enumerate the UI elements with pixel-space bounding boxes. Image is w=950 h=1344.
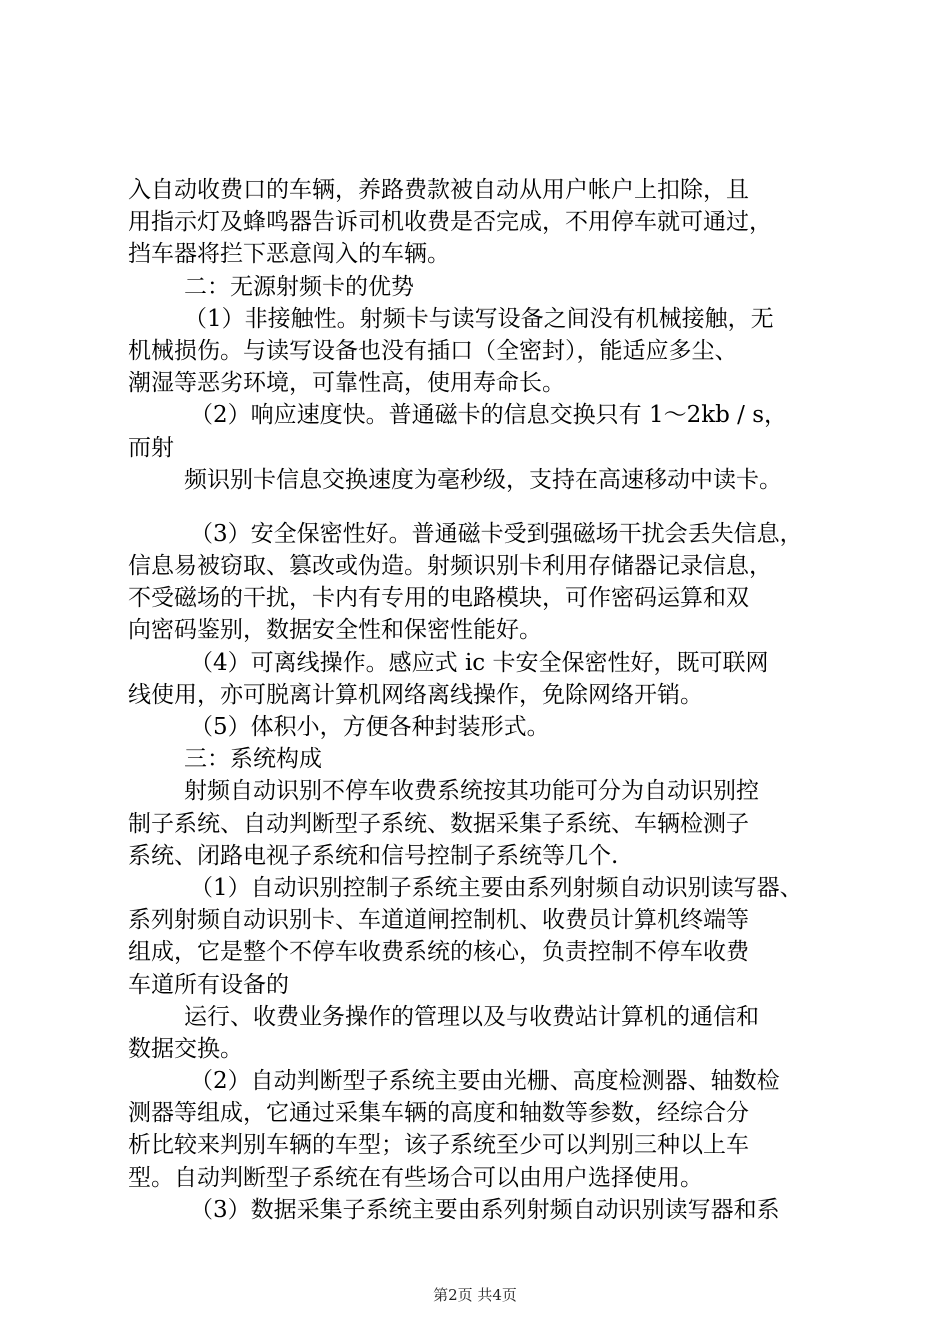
text-line: （2）自动判断型子系统主要由光栅、高度检测器、轴数检 [190,1068,780,1095]
text-line: 不受磁场的干扰，卡内有专用的电路模块，可作密码运算和双 [128,585,749,612]
text-line: （3）数据采集子系统主要由系列射频自动识别读写器和系 [190,1196,780,1223]
text-line: 运行、收费业务操作的管理以及与收费站计算机的通信和 [184,1003,759,1030]
text-line: （5）体积小，方便各种封装形式。 [190,714,550,740]
text-line: 用指示灯及蜂鸣器告诉司机收费是否完成，不用停车就可通过， [128,209,772,236]
text-line: 线使用，亦可脱离计算机网络离线操作，免除网络开销。 [128,681,703,708]
section-heading: 三：系统构成 [184,746,322,773]
text-line: 析比较来判别车辆的车型；该子系统至少可以判别三种以上车 [128,1132,749,1159]
text-line: 频识别卡信息交换速度为毫秒级，支持在高速移动中读卡。 [184,466,782,493]
text-line: 数据交换。 [128,1035,243,1062]
text-line: 挡车器将拦下恶意闯入的车辆。 [128,241,450,268]
section-heading: 二：无源射频卡的优势 [184,273,414,300]
text-line: （1）非接触性。射频卡与读写设备之间没有机械接触，无 [184,305,774,332]
text-line: 组成，它是整个不停车收费系统的核心，负责控制不停车收费 [128,939,749,966]
paragraph-gap [128,496,828,518]
text-line: 制子系统、自动判断型子系统、数据采集子系统、车辆检测子 [128,810,749,837]
text-line: （1）自动识别控制子系统主要由系列射频自动识别读写器、 [190,874,803,901]
text-line: 测器等组成，它通过采集车辆的高度和轴数等参数，经综合分 [128,1100,749,1127]
text-line: 而射 [128,434,174,461]
text-line: 车道所有设备的 [128,971,289,998]
text-line: （3）安全保密性好。普通磁卡受到强磁场干扰会丢失信息， [190,520,803,547]
text-line: （4）可离线操作。感应式 ic 卡安全保密性好，既可联网 [190,649,769,676]
page-footer: 第2页 共4页 [433,1286,517,1304]
text-line: 潮湿等恶劣环境，可靠性高，使用寿命长。 [128,370,565,397]
text-line: 型。自动判断型子系统在有些场合可以由用户选择使用。 [128,1164,703,1191]
text-line: 射频自动识别不停车收费系统按其功能可分为自动识别控 [184,778,759,805]
body-text [128,174,828,1226]
text-line: 机械损伤。与读写设备也没有插口（全密封），能适应多尘、 [128,337,738,364]
text-line: 信息易被窃取、篡改或伪造。射频识别卡利用存储器记录信息， [128,553,772,580]
text-line: 向密码鉴别，数据安全性和保密性能好。 [128,617,542,644]
text-line: （2）响应速度快。普通磁卡的信息交换只有 1～2kb / s， [190,402,788,429]
text-line: 入自动收费口的车辆，养路费款被自动从用户帐户上扣除，且 [128,177,749,203]
text-line: 系统、闭路电视子系统和信号控制子系统等几个. [128,842,619,869]
text-line: 系列射频自动识别卡、车道道闸控制机、收费员计算机终端等 [128,907,749,934]
